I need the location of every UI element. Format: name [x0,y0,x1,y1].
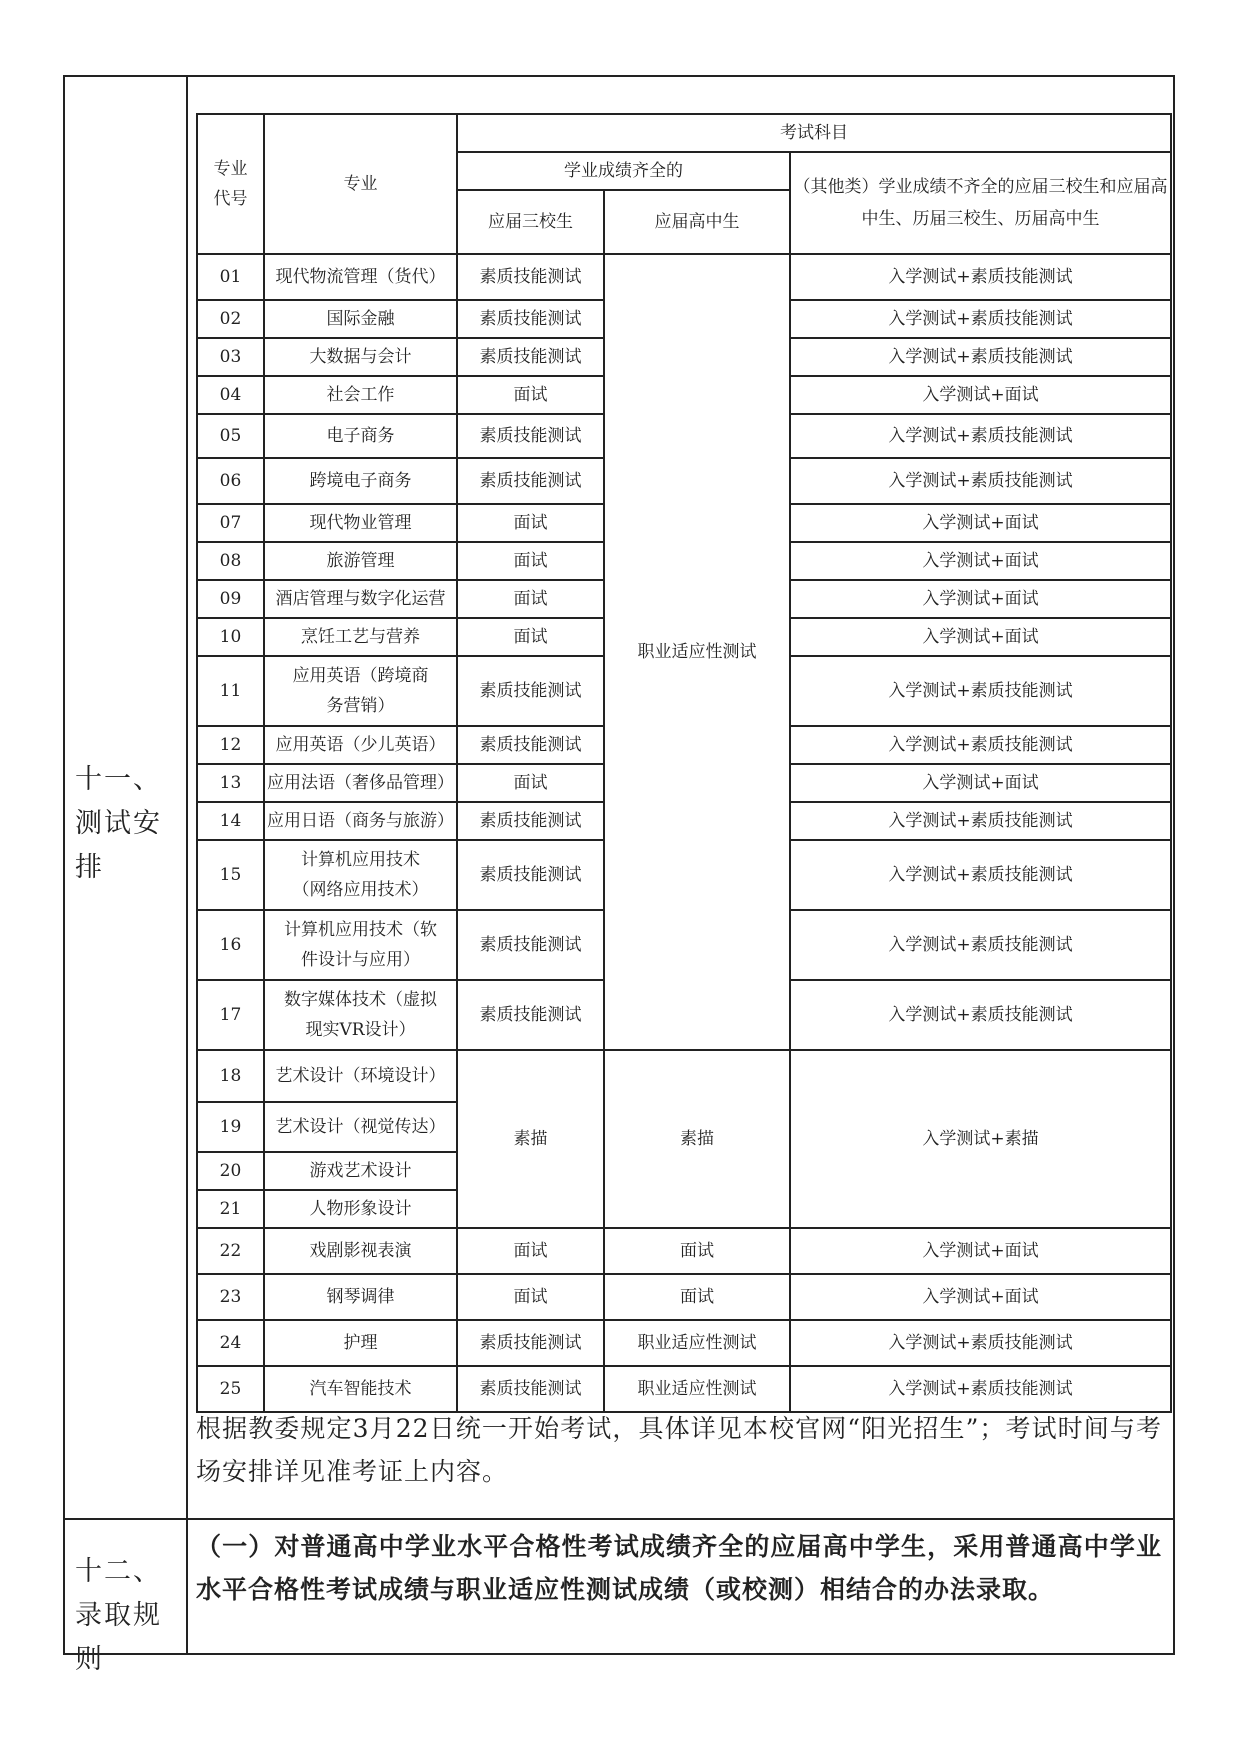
art-three-school-cell: 素描 [457,1050,604,1228]
row-other: 入学测试+素质技能测试 [790,458,1171,504]
row-other: 入学测试+面试 [790,764,1171,802]
section-divider [63,1518,1175,1520]
row-three-school: 素质技能测试 [457,802,604,840]
row-code: 01 [197,254,264,300]
row-code: 20 [197,1152,264,1190]
header-three-school: 应届三校生 [457,190,604,254]
row-other: 入学测试+面试 [790,376,1171,414]
row-major: 跨境电子商务 [264,458,457,504]
row-high-school: 职业适应性测试 [604,1320,790,1366]
row-code: 02 [197,300,264,338]
row-three-school: 素质技能测试 [457,1366,604,1412]
row-three-school: 面试 [457,504,604,542]
row-major: 钢琴调律 [264,1274,457,1320]
row-major: 游戏艺术设计 [264,1152,457,1190]
row-three-school: 面试 [457,618,604,656]
row-code: 03 [197,338,264,376]
exam-note: 根据教委规定3月22日统一开始考试，具体详见本校官网“阳光招生”；考试时间与考场安排详见准考证上内容。 [196,1414,1162,1486]
header-code: 专业代号 [197,114,264,254]
row-other: 入学测试+素质技能测试 [790,338,1171,376]
row-three-school: 素质技能测试 [457,656,604,726]
row-three-school: 面试 [457,580,604,618]
row-code: 19 [197,1102,264,1152]
row-major: 社会工作 [264,376,457,414]
row-code: 06 [197,458,264,504]
row-major: 应用法语（奢侈品管理） [264,764,457,802]
row-other: 入学测试+素质技能测试 [790,910,1171,980]
row-three-school: 面试 [457,542,604,580]
section-label-test: 十一、测试安排 [75,764,162,883]
row-major: 电子商务 [264,414,457,458]
row-other: 入学测试+面试 [790,580,1171,618]
row-other: 入学测试+面试 [790,1228,1171,1274]
row-other: 入学测试+素质技能测试 [790,300,1171,338]
row-other: 入学测试+面试 [790,542,1171,580]
row-code: 22 [197,1228,264,1274]
exam-subject-table [196,113,1172,1413]
row-other: 入学测试+素质技能测试 [790,840,1171,910]
row-three-school: 面试 [457,1274,604,1320]
row-major: 护理 [264,1320,457,1366]
section-label-admission: 十二、录取规则 [75,1556,162,1675]
row-other: 入学测试+素质技能测试 [790,1366,1171,1412]
row-code: 14 [197,802,264,840]
row-three-school: 素质技能测试 [457,726,604,764]
row-code: 13 [197,764,264,802]
row-other: 入学测试+素质技能测试 [790,414,1171,458]
row-major: 人物形象设计 [264,1190,457,1228]
art-other-cell: 入学测试+素描 [790,1050,1171,1228]
row-major: 现代物流管理（货代） [264,254,457,300]
row-three-school: 素质技能测试 [457,980,604,1050]
row-other: 入学测试+素质技能测试 [790,656,1171,726]
row-three-school: 素质技能测试 [457,254,604,300]
row-major: 应用日语（商务与旅游） [264,802,457,840]
row-code: 17 [197,980,264,1050]
row-major: 艺术设计（环境设计） [264,1050,457,1102]
row-code: 16 [197,910,264,980]
row-major: 国际金融 [264,300,457,338]
row-major: 现代物业管理 [264,504,457,542]
row-code: 18 [197,1050,264,1102]
row-three-school: 面试 [457,376,604,414]
row-code: 12 [197,726,264,764]
row-major: 戏剧影视表演 [264,1228,457,1274]
row-high-school: 面试 [604,1274,790,1320]
row-code: 08 [197,542,264,580]
row-three-school: 面试 [457,1228,604,1274]
header-subjects: 考试科目 [457,114,1171,152]
admission-rule-text: （一）对普通高中学业水平合格性考试成绩齐全的应届高中学生，采用普通高中学业水平合格性考试成绩与职业适应性测试成绩（或校测）相结合的办法录取。 [196,1532,1162,1604]
row-code: 11 [197,656,264,726]
row-major: 艺术设计（视觉传达） [264,1102,457,1152]
row-three-school: 素质技能测试 [457,910,604,980]
row-code: 21 [197,1190,264,1228]
row-other: 入学测试+素质技能测试 [790,802,1171,840]
row-code: 09 [197,580,264,618]
row-other: 入学测试+面试 [790,1274,1171,1320]
row-three-school: 素质技能测试 [457,414,604,458]
header-complete-group: 学业成绩齐全的 [457,152,790,190]
row-three-school: 素质技能测试 [457,1320,604,1366]
row-code: 10 [197,618,264,656]
row-major: 酒店管理与数字化运营 [264,580,457,618]
header-major: 专业 [264,114,457,254]
row-three-school: 素质技能测试 [457,338,604,376]
row-three-school: 素质技能测试 [457,300,604,338]
row-other: 入学测试+素质技能测试 [790,254,1171,300]
row-code: 25 [197,1366,264,1412]
row-code: 24 [197,1320,264,1366]
row-major: 旅游管理 [264,542,457,580]
row-other: 入学测试+面试 [790,504,1171,542]
row-high-school: 职业适应性测试 [604,1366,790,1412]
row-major: 数字媒体技术（虚拟现实VR设计） [264,980,457,1050]
row-high-school: 面试 [604,1228,790,1274]
row-other: 入学测试+素质技能测试 [790,726,1171,764]
column-divider [186,75,188,1655]
header-high-school: 应届高中生 [604,190,790,254]
row-major: 计算机应用技术（软件设计与应用） [264,910,457,980]
row-other: 入学测试+素质技能测试 [790,1320,1171,1366]
row-three-school: 素质技能测试 [457,458,604,504]
header-other-group: （其他类）学业成绩不齐全的应届三校生和应届高中生、历届三校生、历届高中生 [790,152,1171,254]
row-code: 04 [197,376,264,414]
row-other: 入学测试+素质技能测试 [790,980,1171,1050]
row-three-school: 面试 [457,764,604,802]
art-high-school-cell: 素描 [604,1050,790,1228]
row-code: 07 [197,504,264,542]
row-code: 23 [197,1274,264,1320]
row-other: 入学测试+面试 [790,618,1171,656]
row-major: 应用英语（跨境商务营销） [264,656,457,726]
row-major: 汽车智能技术 [264,1366,457,1412]
row-major: 烹饪工艺与营养 [264,618,457,656]
row-major: 应用英语（少儿英语） [264,726,457,764]
merged-high-school-cell: 职业适应性测试 [604,254,790,1050]
row-code: 15 [197,840,264,910]
row-code: 05 [197,414,264,458]
row-major: 计算机应用技术（网络应用技术） [264,840,457,910]
row-three-school: 素质技能测试 [457,840,604,910]
row-major: 大数据与会计 [264,338,457,376]
